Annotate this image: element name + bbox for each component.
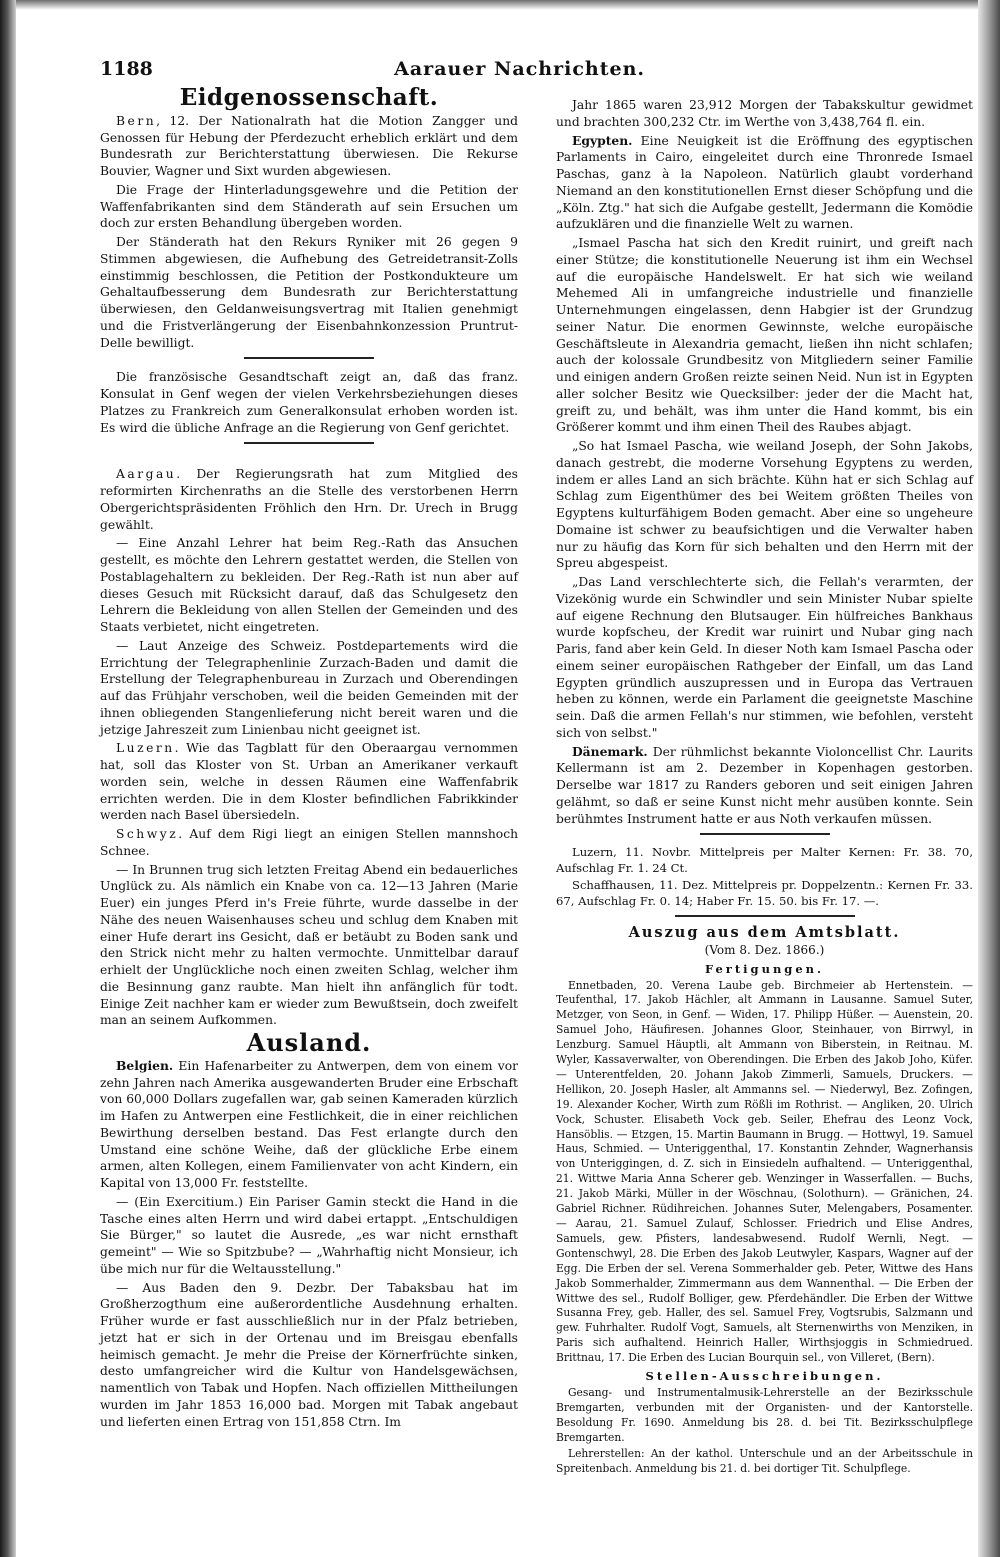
dateline-luzern: Luzern <box>116 741 175 756</box>
bern-text-1: , 12. Der Nationalrath hat die Motion Zangger und Genossen für Hebung der Pferdezucht erheblich erklärt und dem Bundesrath zur Berichterstattung überwiesen. Die Rekurse Bouvier, Wagner und Sixt wurden abgewiesen. <box>100 113 518 178</box>
section-heading-ausland: Ausland. <box>246 1028 372 1057</box>
article-schwyz <box>100 826 518 860</box>
newspaper-title: Aarauer Nachrichten. <box>394 58 645 80</box>
bern-text-2: Die Frage der Hinterladungsgewehre und die Petition der Waffenfabrikanten sind dem Ständerath auf sein Ersuchen um doch zur ersten Behandlung übergeben worden. <box>100 182 518 231</box>
page-number: 1188 <box>100 58 153 80</box>
article-luzern <box>100 740 518 824</box>
schwyz-text-2: — In Brunnen trug sich letzten Freitag Abend ein bedauerliches Unglück zu. Als nämlich ein Knabe von ca. 12—13 Jahren (Marie Euer) ein junges Pferd in's Freie führte, wurde dasselbe in der Nähe des neuen Waisenhauses scheu und schlug dem Knaben mit einer Hufe derart ins Gesicht, daß er betäubt zu Boden sank und den Strick nicht mehr zu halten vermochte. Unmittelbar darauf erhielt der Unglückliche noch einen zweiten Schlag, welcher ihm die Besinnung ganz raubte. Man hielt ihn anfänglich für todt. Einige Zeit nachher kam er wieder zum Bewußtsein, doch zweifelt man an seinem Aufkommen. <box>100 862 518 1028</box>
egypten-text-3: „So hat Ismael Pascha, wie weiland Joseph, der Sohn Jakobs, danach gestrebt, die moderne Vorsehung Egyptens zu werden, indem er alles Land an sich brächte. Kühn hat er sich Schlag auf Schlag zum Eigenthümer des bei Weitem größten Theiles von Egyptens kulturfähigem Boden gemacht. Aber eine so ungeheure Domaine ist schwer zu beaufsichtigen und die Verwalter haben nur zu häufig das Korn für sich behalten und den Herrn mit der Spreu abgespeist. <box>556 439 973 571</box>
label-daenemark: Dänemark. <box>572 743 648 759</box>
baden-continued: Jahr 1865 waren 23,912 Morgen der Tabakskultur gewidmet und brachten 300,232 Ctr. im Werthe von 3,438,764 fl. ein. <box>556 98 973 129</box>
schwyz-text-1: . Auf dem Rigi liegt an einigen Stellen mannshoch Schnee. <box>100 827 518 858</box>
dateline-bern: Bern <box>116 113 157 128</box>
article-belgien <box>100 1058 518 1192</box>
daenemark-text: Der rühmlichst bekannte Violoncellist Chr. Laurits Kellermann ist am 2. Dezember in Kopenhagen gestorben. Derselbe war 1817 zu Randers geboren und seit einigen Jahren gelähmt, so daß er seine Kunst nicht mehr ausüben konnte. Sein berühmtes Instrument hatte er aus Noth verkaufen müssen. <box>556 744 973 826</box>
divider-rule <box>244 357 374 359</box>
article-egypten <box>556 133 973 234</box>
amtsblatt-title: Auszug aus dem Amtsblatt. <box>628 924 901 942</box>
page-left-binding <box>0 0 16 1557</box>
divider-rule <box>675 915 855 917</box>
article-baden: — Aus Baden den 9. Dezbr. Der Tabaksbau hat im Großherzogthum eine außerordentliche Ausdehnung erhalten. Früher wurde er fast ausschließlich nur in der Pfalz betrieben, jetzt hat er sich in der Ortenau und im Breisgau ebenfalls heimisch gemacht. Je mehr die Preise der Körnerfrüchte sinken, desto umfangreicher wird die Kultur von Handelsgewächsen, namentlich von Tabak und Hopfen. Nach offiziellen Mittheilungen wurden im Jahr 1853 16,000 bad. Morgen mit Tabak angebaut und lieferten einen Ertrag von 151,858 Ctrn. Im <box>100 1280 518 1429</box>
luzern-text: . Wie das Tagblatt für den Oberaargau vernommen hat, soll das Kloster von St. Urban an Amerikaner verkauft worden sein, welche in dessen Räumen eine Waffenfabrik errichten werden. Die in dem Kloster befindlichen Fabrikkinder werden nach Basel übersiedeln. <box>100 741 518 823</box>
divider-rule <box>244 442 374 444</box>
egypten-text-4: „Das Land verschlechterte sich, die Fellah's verarmten, der Vizekönig wurde ein Schwindler und sein Minister Nubar spielte auf eigene Rechnung den Blutsauger. Ein hülfreiches Bankhaus wurde kopfscheu, der Kredit war ruinirt und Nubar ging nach Paris, fand aber kein Geld. In dieser Noth kam Ismael Pascha oder einem seiner europäischen Rathgeber der Einfall, um das Land Egypten gründlich auszupressen und in Europa das Vertrauen heben zu können, werde ein Parlament die geeignetste Maschine sein. Daß die armen Fellah's nur stimmen, wie befohlen, versteht sich von selbst." <box>556 575 973 740</box>
right-column <box>556 97 973 1476</box>
dateline-aargau: Aargau <box>116 467 177 482</box>
market-luzern: Luzern, 11. Novbr. Mittelpreis per Malter Kernen: Fr. 38. 70, Aufschlag Fr. 1. 24 Ct. <box>556 845 973 875</box>
aargau-text-3: — Laut Anzeige des Schweiz. Postdepartements wird die Errichtung der Telegraphenlinie Zurzach-Baden und damit die Erstellung der Telegraphenbureau in Zurzach und Oberendingen auf das Frühjahr verschoben, weil die beiden Gemeinden mit der ihnen obliegenden Stangenlieferung nicht bereit waren und die jetzige Jahreszeit zum Linienbau nicht geeignet ist. <box>100 638 518 737</box>
article-genf: Die französische Gesandtschaft zeigt an, daß das franz. Konsulat in Genf wegen der vielen Verkehrsbeziehungen dieses Platzes zu Frankreich zum Generalkonsulat erhoben worden ist. Es wird die übliche Anfrage an die Regierung von Genf gerichtet. <box>100 370 518 435</box>
section-heading-eidgenossenschaft: Eidgenossenschaft. <box>179 84 439 111</box>
belgien-text-2: — (Ein Exercitium.) Ein Pariser Gamin steckt die Hand in die Tasche eines alten Herrn und wird dabei ertappt. „Entschuldigen Sie Bürger," so lautet die Ausrede, „es war nicht ernsthaft gemeint" — Wie so Spitzbube? — „Wahrhaftig nicht Monsieur, ich übe mich nur für die Weltausstellung." <box>100 1194 518 1276</box>
page-right-edge <box>978 0 1000 1557</box>
label-egypten: Egypten. <box>572 132 633 148</box>
amtsblatt-date: (Vom 8. Dez. 1866.) <box>704 943 825 957</box>
bern-text-3: Der Ständerath hat den Rekurs Ryniker mit 26 gegen 9 Stimmen abgewiesen, die Aufhebung des Getreidetransit-Zolls einstimmig beschlossen, die Petition der Postkondukteure um Gehaltaufbesserung dem Bundesrath zur Berichterstattung überwiesen, den Geldanweisungsvertrag mit Italien genehmigt und die Fristverlängerung der Eisenbahnkonzession Pruntrut-Delle bewilligt. <box>100 235 518 350</box>
market-prices <box>556 845 973 909</box>
market-schaffhausen: Schaffhausen, 11. Dez. Mittelpreis pr. Doppelzentn.: Kernen Fr. 33. 67, Aufschlag Fr. 0. 14; Haber Fr. 15. 50. bis Fr. 17. —. <box>556 878 973 908</box>
stellen-heading: Stellen-Ausschreibungen. <box>645 1369 884 1384</box>
dateline-schwyz: Schwyz <box>116 827 179 841</box>
page-top-shadow <box>0 0 1000 10</box>
divider-rule <box>700 833 830 835</box>
aargau-text-2: — Eine Anzahl Lehrer hat beim Reg.-Rath das Ansuchen gestellt, es möchte den Lehrern gestattet werden, die Stellen von Postablagehaltern zu bekleiden. Der Reg.-Rath ist nun aber auf dieses Gesuch mit Rücksicht darauf, daß das Schulgesetz den Lehrern die Bekleidung von allen Stellen der Gemeinden und des Staats verbietet, nicht eingetreten. <box>100 536 518 634</box>
egypten-text-1: Eine Neuigkeit ist die Eröffnung des egyptischen Parlaments in Cairo, eingeleitet durch eine Thronrede Ismael Paschas, ganz à la Napoleon. Natürlich glaubt vorderhand Niemand an den konstitutionellen Ernst dieser Schöpfung und die „Köln. Ztg." hat sich die Aufgabe gestellt, Jedermann die Komödie aufzuklären und die finanzielle Welt zu warnen. <box>556 133 973 232</box>
belgien-text-1: Ein Hafenarbeiter zu Antwerpen, dem von einem vor zehn Jahren nach Amerika ausgewanderten Bruder eine Erbschaft von 60,000 Dollars zugefallen war, gab seinen Kameraden kürzlich im Hafen zu Antwerpen eine Festlichkeit, die in einer reichlichen Bewirthung derselben bestand. Das Fest erlangte durch den Umstand eine schöne Weihe, daß der glückliche Erbe einem armen, alten Kollegen, einem Familienvater von acht Kindern, ein Kapital von 13,000 Fr. feststellte. <box>100 1058 518 1190</box>
label-belgien: Belgien. <box>116 1057 174 1073</box>
page-header <box>100 58 645 84</box>
stellen-text-2: Lehrerstellen: An der kathol. Unterschule und an der Arbeitsschule in Spreitenbach. Anmeldung bis 21. d. bei dortiger Tit. Schulpflege. <box>556 1447 973 1476</box>
fertigungen-list <box>556 979 973 1367</box>
article-daenemark <box>556 744 973 828</box>
fertigungen-text: Ennetbaden, 20. Verena Laube geb. Birchmeier ab Hertenstein. — Teufenthal, 17. Jakob Hächler, alt Ammann in Lausanne. Samuel Suter, Metzger, von Seon, in Genf. — Widen, 17. Philipp Hüßer. — Auenstein, 20. Samuel Joho, Häufiresen. Johannes Gloor, Steinhauer, von Birrwyl, in Lenzburg. Samuel Häuptli, alt Ammann von Biberstein, in Reitnau. M. Wyler, Kassaverwalter, von Oberendingen. Die Erben des Jakob Joho, Küfer. — Unterentfelden, 20. Johann Jakob Zimmerli, Samuels, Druckers. — Hellikon, 20. Joseph Hasler, alt Ammanns sel. — Niederwyl, Bez. Zofingen, 19. Alexander Kocher, Wirth zum Rößli im Rothrist. — Angliken, 20. Ulrich Vock, Schuster. Elisabeth Vock geb. Seiler, Ehefrau des Leonz Vock, Hansöblis. — Etzgen, 15. Martin Baumann in Brugg. — Hottwyl, 19. Samuel Haus, Schmied. — Unteriggenthal, 17. Konstantin Zehnder, Wagnerhansis von Unteriggingen, d. Z. sich in Einsiedeln aufhaltend. — Unteriggenthal, 21. Wittwe Maria Anna Scherer geb. Wenzinger in Wasserfallen. — Buchs, 21. Jakob Märki, Müller in der Wöschnau, (Solothurn). — Gränichen, 24. Gabriel Richner. Rüdihreichen. Johannes Suter, Melengabers, Posamenter. — Aarau, 21. Samuel Zulauf, Schlosser. Friedrich und Elise Andres, Samuels, gew. Pfisters, landesabwesend. Rudolf Wernli, Negt. — Gontenschwyl, 28. Die Erben des Jakob Leutwyler, Kaspars, Wagner auf der Egg. Die Erben der sel. Verena Sommerhalder geb. Peter, Wittwe des Hans Jakob Sommerhalder, Zimmermann aus dem Wannenthal. — Die Erben der Wittwe des sel., Rudolf Bolliger, gew. Pferdehändler. Die Erben der Wittwe Susanna Frey, geb. Haller, des sel. Samuel Frey, Vogtsrubis, Salzmann und gew. Fuhrhalter. Rudolf Vogt, Samuels, alt Sternenwirths von Menziken, in Paris sich aufhaltend. Heinrich Haller, Wirthsjoggis in Schmiedrued. Brittnau, 17. Die Erben des Lucian Bourquin sel., von Villeret, (Bern). <box>556 978 973 1365</box>
article-bern <box>100 113 518 180</box>
aargau-text-1: . Der Regierungsrath hat zum Mitglied des reformirten Kirchenraths an die Stelle des verstorbenen Herrn Obergerichtspräsidenten Fröhlich den Hrn. Dr. Urech in Brugg gewählt. <box>100 467 518 532</box>
stellen-list <box>556 1386 973 1477</box>
egypten-text-2: „Ismael Pascha hat sich den Kredit ruinirt, und greift nach einer Stütze; die konstitutionelle Neuerung ist ihm ein Wechsel auf die europäische Handelswelt. Er hat sich wie weiland Mehemed Ali in umfangreiche industrielle und finanzielle Unternehmungen eingelassen, denn Habgier ist der Grundzug seiner Natur. Die enormen Gewinnste, welche europäische Geschäftsleute in Alexandria gemacht, ließen ihn nicht schlafen; auch der kolossale Grundbesitz von Mitgliedern seiner Familie und einigen andern Großen reizte seinen Neid. Nun ist in Egypten aller solcher Besitz wie Quecksilber: jeder der die Macht hat, greift zu, und behält, was ihm unter die Hand kommt, bis ein Größerer kommt und ihm einen Theil des Raubes abjagt. <box>556 236 973 435</box>
stellen-text-1: Gesang- und Instrumentalmusik-Lehrerstelle an der Bezirksschule Bremgarten, verbunden mit der Organisten- und der Kantorstelle. Besoldung Fr. 1690. Anmeldung bis 28. d. bei Tit. Bezirksschulpflege Bremgarten. <box>556 1385 973 1444</box>
fertigungen-heading: Fertigungen. <box>704 961 825 976</box>
spacer <box>100 454 518 466</box>
article-aargau <box>100 466 518 533</box>
left-column <box>100 84 518 1435</box>
